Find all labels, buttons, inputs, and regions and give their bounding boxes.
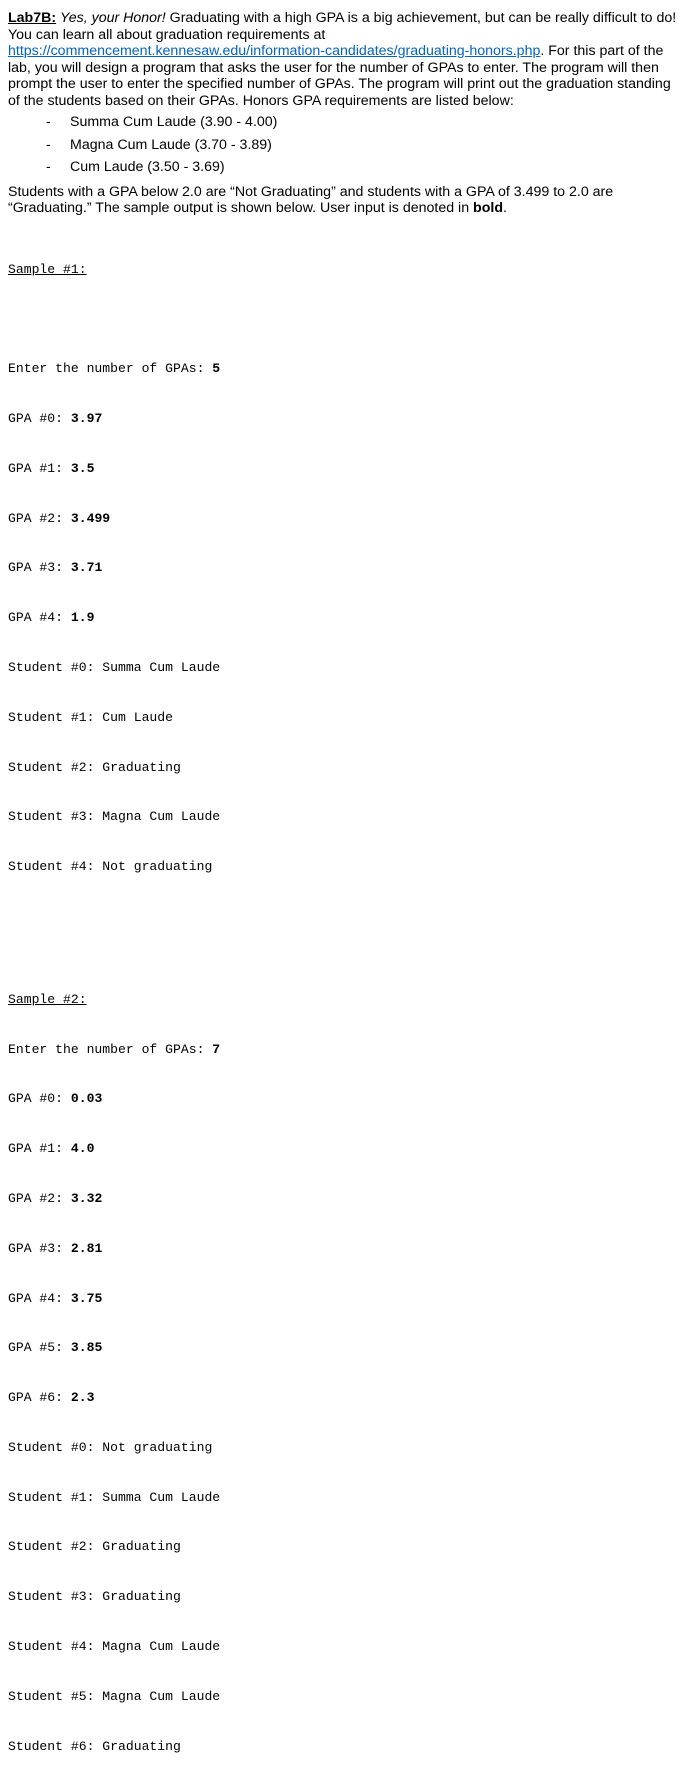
gpa-prompt: GPA #3: <box>8 1240 71 1256</box>
gpa-input: 2.81 <box>70 1240 103 1256</box>
gpa-input: 3.5 <box>70 460 95 476</box>
result-line: Student #1: Cum Laude <box>8 709 174 725</box>
gpa-input: 1.9 <box>70 610 95 626</box>
count-input: 7 <box>212 1041 221 1057</box>
gpa-line <box>8 1141 678 1158</box>
result-line: Student #4: Magna Cum Laude <box>8 1638 221 1654</box>
note-paragraph <box>8 184 678 217</box>
count-prompt: Enter the number of GPAs: <box>8 1041 213 1057</box>
gpa-prompt: GPA #1: <box>8 460 71 476</box>
gpa-line <box>8 461 678 478</box>
result-line: Student #1: Summa Cum Laude <box>8 1489 221 1505</box>
gpa-prompt: GPA #0: <box>8 411 71 427</box>
count-prompt: Enter the number of GPAs: <box>8 361 213 377</box>
requirements-list <box>8 114 678 182</box>
result-line: Student #2: Graduating <box>8 1539 181 1555</box>
result-line: Student #6: Graduating <box>8 1738 181 1754</box>
result-line: Student #2: Graduating <box>8 759 181 775</box>
gpa-line <box>8 560 678 577</box>
sample-1 <box>8 229 678 909</box>
result-line: Student #4: Not graduating <box>8 859 213 875</box>
gpa-line <box>8 511 678 528</box>
gpa-line <box>8 1340 678 1357</box>
gpa-line <box>8 1241 678 1258</box>
honors-link[interactable]: https://commencement.kennesaw.edu/information-candidates/graduating-honors.php <box>8 43 541 59</box>
gpa-input: 3.85 <box>70 1340 103 1356</box>
count-input: 5 <box>212 361 221 377</box>
result-line: Student #0: Not graduating <box>8 1439 213 1455</box>
note-end: . <box>503 200 507 216</box>
gpa-prompt: GPA #4: <box>8 1290 71 1306</box>
intro-text-after-link: . For this part of the lab, you will design a program that asks the user for the number of GPAs to enter. The program will then prompt the user to enter the specified number of GPAs. The program will print out the graduation standing of the students based on their GPAs. Honors GPA requirements are listed below: <box>8 43 671 109</box>
requirement-item: - Summa Cum Laude (3.90 - 4.00) <box>46 114 678 137</box>
note-bold-word: bold <box>473 200 503 216</box>
gpa-line <box>8 411 678 428</box>
lab-label: Lab7B: <box>8 10 57 26</box>
result-line: Student #3: Graduating <box>8 1589 181 1605</box>
gpa-input: 3.75 <box>70 1290 103 1306</box>
gpa-prompt: GPA #6: <box>8 1390 71 1406</box>
gpa-input: 3.71 <box>70 560 103 576</box>
result-line: Student #0: Summa Cum Laude <box>8 659 221 675</box>
requirement-item: - Cum Laude (3.50 - 3.69) <box>46 159 678 182</box>
intro-italic: Yes, your Honor! <box>60 10 166 26</box>
gpa-line <box>8 1390 678 1407</box>
gpa-prompt: GPA #4: <box>8 610 71 626</box>
gpa-line <box>8 1191 678 1208</box>
gpa-input: 3.97 <box>70 411 103 427</box>
gpa-input: 2.3 <box>70 1390 95 1406</box>
gpa-line <box>8 610 678 627</box>
gpa-input: 0.03 <box>70 1091 103 1107</box>
result-line: Student #5: Magna Cum Laude <box>8 1688 221 1704</box>
gpa-input: 3.32 <box>70 1190 103 1206</box>
intro-paragraph <box>8 10 678 109</box>
intro-text: Graduating with a high GPA is a big achievement, but can be really difficult to do! You can learn all about graduation requirements at <box>8 10 677 43</box>
gpa-input: 4.0 <box>70 1141 95 1157</box>
gpa-line <box>8 1291 678 1308</box>
sample-label: Sample #1: <box>8 261 87 277</box>
result-line: Student #3: Magna Cum Laude <box>8 809 221 825</box>
sample-2 <box>8 909 678 1788</box>
document <box>8 10 678 1788</box>
gpa-prompt: GPA #5: <box>8 1340 71 1356</box>
gpa-line <box>8 1091 678 1108</box>
count-prompt-line <box>8 361 678 378</box>
requirement-item: - Magna Cum Laude (3.70 - 3.89) <box>46 137 678 160</box>
count-prompt-line <box>8 1042 678 1059</box>
gpa-prompt: GPA #2: <box>8 510 71 526</box>
gpa-prompt: GPA #3: <box>8 560 71 576</box>
gpa-input: 3.499 <box>70 510 111 526</box>
note-text: Students with a GPA below 2.0 are “Not Graduating” and students with a GPA of 3.499 to 2.0 are “Graduating.” The sample output is shown below. User input is denoted in <box>8 183 614 216</box>
sample-label: Sample #2: <box>8 991 87 1007</box>
gpa-prompt: GPA #1: <box>8 1141 71 1157</box>
gpa-prompt: GPA #2: <box>8 1190 71 1206</box>
gpa-prompt: GPA #0: <box>8 1091 71 1107</box>
